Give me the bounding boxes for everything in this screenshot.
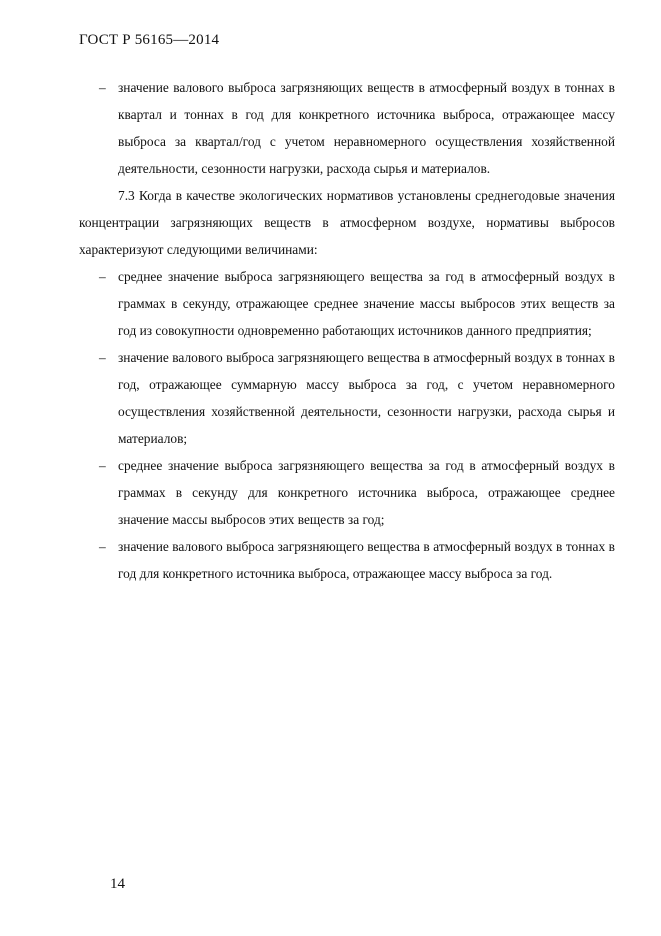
list-item-text: значение валового выброса загрязняющего вещества в атмосферный воздух в тоннах в год для конкретного источника выброса, отражающее массу выброса за год. (118, 539, 615, 581)
list-item (79, 263, 615, 344)
document-header: ГОСТ Р 56165—2014 (79, 32, 220, 48)
list-dash: – (99, 269, 106, 284)
list-item (79, 344, 615, 452)
list-item-text: значение валового выброса загрязняющих веществ в атмосферный воздух в тоннах в квартал и тоннах в год для конкретного источника выброса, отражающее массу выброса за квартал/год с учетом неравномерного осуществления хозяйственной деятельности, сезонности нагрузки, расхода сырья и материалов. (118, 80, 615, 176)
list-item (79, 533, 615, 587)
list-dash: – (99, 80, 106, 95)
list-item-text: среднее значение выброса загрязняющего вещества за год в атмосферный воздух в граммах в секунду для конкретного источника выброса, отражающее среднее значение массы выбросов этих веществ за год; (118, 458, 615, 527)
list-item-text: значение валового выброса загрязняющего вещества в атмосферный воздух в тоннах в год, отражающее суммарную массу выброса за год, с учетом неравномерного осуществления хозяйственной деятельности, сезонности нагрузки, расхода сырья и материалов; (118, 350, 615, 446)
list-dash: – (99, 539, 106, 554)
list-item (79, 452, 615, 533)
list-item-text: среднее значение выброса загрязняющего вещества за год в атмосферный воздух в граммах в секунду, отражающее среднее значение массы выбросов этих веществ за год из совокупности одновременно работающих источников данного предприятия; (118, 269, 615, 338)
page-number: 14 (110, 876, 125, 892)
list-dash: – (99, 458, 106, 473)
paragraph-7-3: 7.3 Когда в качестве экологических нормативов установлены среднегодовые значения концентрации загрязняющих веществ в атмосферном воздухе, нормативы выбросов характеризуют следующими величинами: (79, 188, 615, 257)
document-body (79, 74, 615, 587)
list-dash: – (99, 350, 106, 365)
list-item (79, 74, 615, 182)
